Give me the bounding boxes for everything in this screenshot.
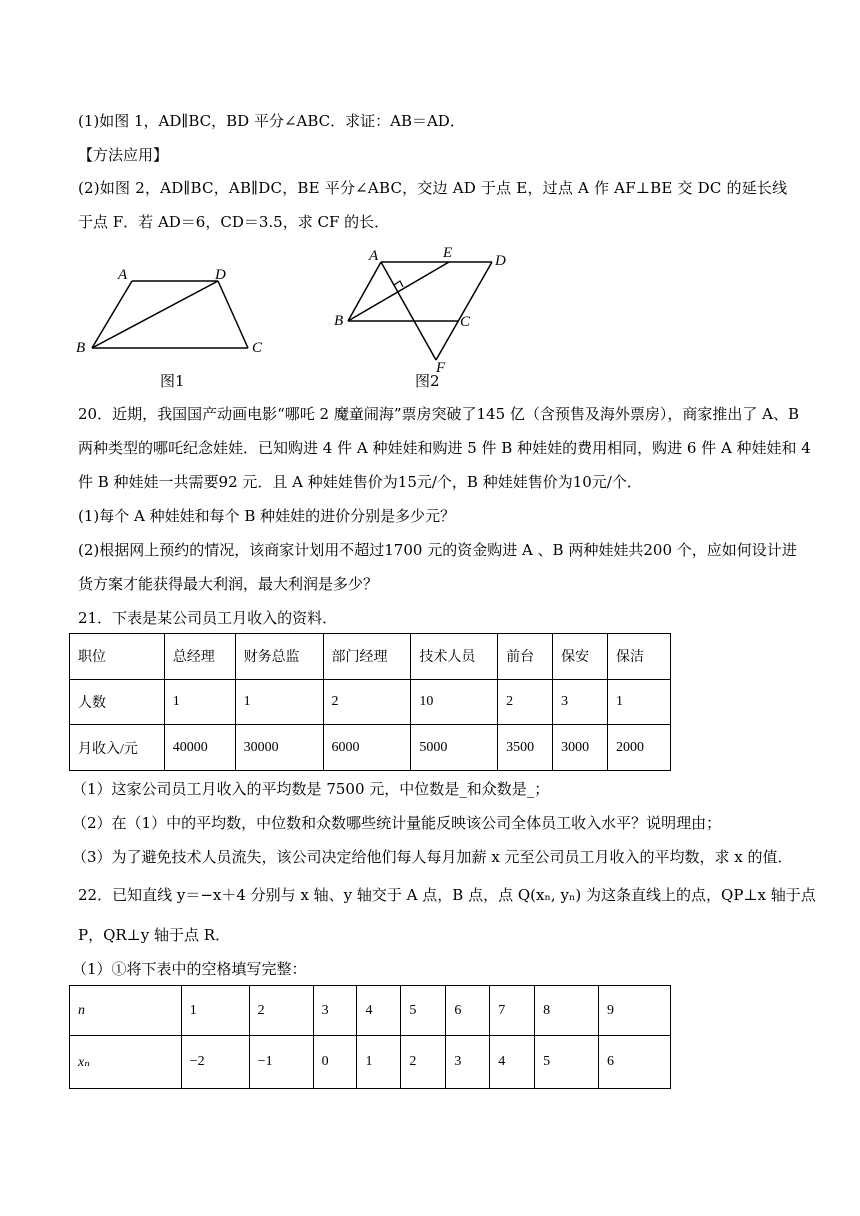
fig1-caption: 图1 <box>160 372 185 390</box>
table-cell: 2 <box>401 1036 446 1089</box>
table-cell: 1 <box>181 986 249 1036</box>
table-cell: 8 <box>535 986 599 1036</box>
table-row <box>70 725 671 771</box>
table-row <box>70 679 671 725</box>
table-cell: 总经理 <box>164 634 235 680</box>
table-cell: 月收入/元 <box>70 725 165 771</box>
table-cell: n <box>70 986 182 1036</box>
table-cell: 2000 <box>608 725 671 771</box>
fig1-label-c: C <box>252 340 263 356</box>
segment-dc <box>218 281 248 348</box>
method-heading: 【方法应用】 <box>78 146 169 164</box>
q19-part1: (1)如图 1，AD∥BC，BD 平分∠ABC．求证：AB＝AD． <box>78 112 465 130</box>
table-cell: 30000 <box>235 725 323 771</box>
fig1-label-a: A <box>118 267 128 283</box>
fig1-label-b: B <box>76 340 86 356</box>
table-cell: 前台 <box>498 634 553 680</box>
table-row <box>70 634 671 680</box>
table-cell: 1 <box>164 679 235 725</box>
table-cell: 技术人员 <box>411 634 498 680</box>
table-cell: 保洁 <box>608 634 671 680</box>
table-cell: 2 <box>323 679 411 725</box>
table-cell: 人数 <box>70 679 165 725</box>
q21-sub3: （3）为了避免技术人员流失，该公司决定给他们每人每月加薪 x 元至公司员工月收入的平均数，求 x 的值． <box>72 848 793 866</box>
q20-line2: 两种类型的哪吒纪念娃娃．已知购进 4 件 A 种娃娃和购进 5 件 B 种娃娃的费用相同，购进 6 件 A 种娃娃和 4 <box>78 439 811 457</box>
table-cell: 5 <box>535 1036 599 1089</box>
q21-sub2: （2）在（1）中的平均数，中位数和众数哪些统计量能反映该公司全体员工收入水平？说明理由； <box>72 814 722 832</box>
table-cell: 40000 <box>164 725 235 771</box>
q22-line2: P，QR⊥y 轴于点 R． <box>78 926 231 944</box>
fig2-label-f: F <box>436 360 446 376</box>
table-cell: −1 <box>249 1036 313 1089</box>
table-cell: 1 <box>357 1036 401 1089</box>
table-cell: 1 <box>235 679 323 725</box>
segment-dc-extended <box>436 262 492 360</box>
segment-be <box>348 262 449 321</box>
table-cell: 2 <box>249 986 313 1036</box>
table-cell: −2 <box>181 1036 249 1089</box>
table-cell: 6 <box>446 986 490 1036</box>
table-cell: 部门经理 <box>323 634 411 680</box>
sequence-table <box>69 985 671 1089</box>
q19-part2-line2: 于点 F．若 AD＝6，CD＝3.5，求 CF 的长． <box>78 213 390 231</box>
q21-intro: 21．下表是某公司员工月收入的资料． <box>78 609 338 627</box>
salary-table <box>69 633 671 771</box>
table-cell: 5 <box>401 986 446 1036</box>
table-cell: 保安 <box>553 634 608 680</box>
fig2-caption: 图2 <box>415 372 440 390</box>
q22-sub1: （1）①将下表中的空格填写完整： <box>72 960 307 978</box>
q20-sub2-line2: 货方案才能获得最大利润，最大利润是多少？ <box>78 575 379 593</box>
table-cell: 财务总监 <box>235 634 323 680</box>
segment-bd <box>92 281 218 348</box>
table-cell: xₙ <box>70 1036 182 1089</box>
table-row <box>70 986 671 1036</box>
fig2-label-c: C <box>460 314 471 330</box>
table-cell: 3500 <box>498 725 553 771</box>
fig2-label-b: B <box>334 313 344 329</box>
q20-sub2-line1: (2)根据网上预约的情况，该商家计划用不超过1700 元的资金购进 A 、B 两种娃娃共200 个，应如何设计进 <box>78 541 797 559</box>
q19-part2-line1: (2)如图 2，AD∥BC，AB∥DC，BE 平分∠ABC，交边 AD 于点 E，过点 A 作 AF⊥BE 交 DC 的延长线 <box>78 179 788 197</box>
segment-af <box>381 262 436 360</box>
fig2-label-d: D <box>495 253 506 269</box>
table-cell: 7 <box>490 986 535 1036</box>
table-cell: 6000 <box>323 725 411 771</box>
table-cell: 10 <box>411 679 498 725</box>
table-cell: 9 <box>599 986 671 1036</box>
table-cell: 职位 <box>70 634 165 680</box>
table-row <box>70 1036 671 1089</box>
table-cell: 5000 <box>411 725 498 771</box>
table-cell: 2 <box>498 679 553 725</box>
q20-sub1: (1)每个 A 种娃娃和每个 B 种娃娃的进价分别是多少元？ <box>78 507 456 525</box>
table-cell: 1 <box>608 679 671 725</box>
table-cell: 6 <box>599 1036 671 1089</box>
table-cell: 3000 <box>553 725 608 771</box>
fig1-label-d: D <box>215 267 226 283</box>
table-cell: 3 <box>446 1036 490 1089</box>
q22-line1: 22．已知直线 y＝−x＋4 分别与 x 轴、y 轴交于 A 点，B 点，点 Q(xₙ, yₙ) 为这条直线上的点，QP⊥x 轴于点 <box>78 886 816 904</box>
figure-2-shapes <box>348 262 492 360</box>
fig2-label-e: E <box>443 245 453 261</box>
table-cell: 4 <box>357 986 401 1036</box>
table-cell: 3 <box>553 679 608 725</box>
table-cell: 0 <box>313 1036 357 1089</box>
figure-1 <box>70 262 280 392</box>
table-cell: 3 <box>313 986 357 1036</box>
q20-line1: 20．近期，我国国产动画电影“哪吒 2 魔童闹海”票房突破了145 亿（含预售及海外票房），商家推出了 A、B <box>78 405 800 423</box>
q20-line3: 件 B 种娃娃一共需要92 元．且 A 种娃娃售价为15元/个，B 种娃娃售价为10元/个． <box>78 473 642 491</box>
q21-sub1: （1）这家公司员工月收入的平均数是 7500 元，中位数是_和众数是_； <box>72 780 550 798</box>
table-cell: 4 <box>490 1036 535 1089</box>
figure-2 <box>325 243 525 393</box>
figure-1-shapes <box>92 281 248 348</box>
fig2-label-a: A <box>369 248 379 264</box>
